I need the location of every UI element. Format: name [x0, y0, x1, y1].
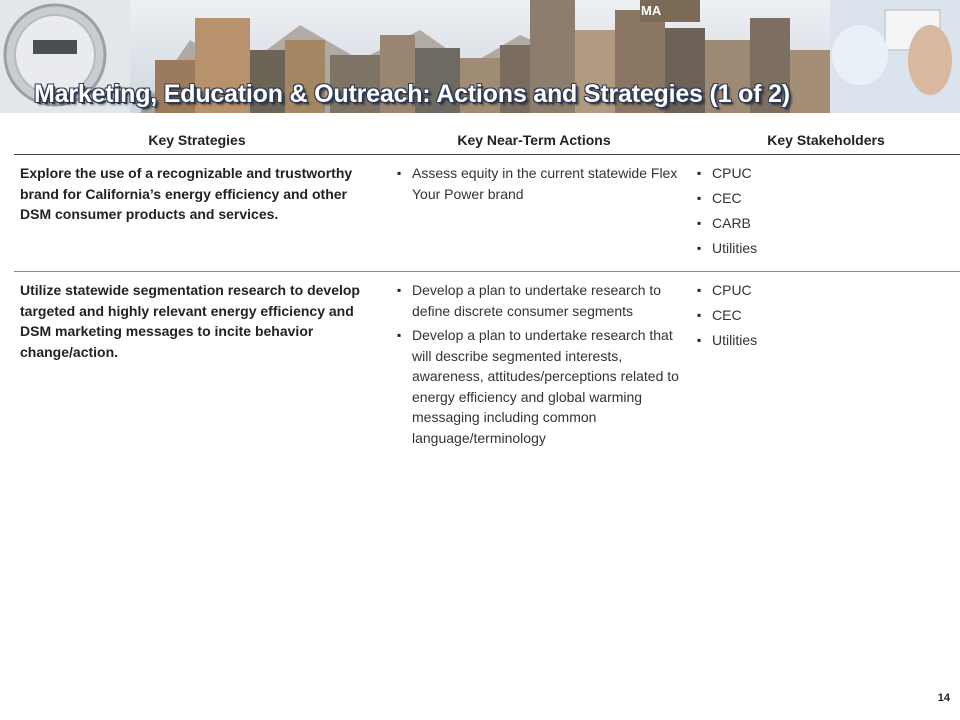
action-item: ▪ Develop a plan to undertake research that will describe segmented interests, awareness, attitudes/perceptions related to energy efficiency and global warming messaging including common language/terminology: [396, 325, 686, 448]
stakeholder-item: ▪ Utilities: [696, 238, 946, 259]
stakeholders-cell: [696, 280, 946, 355]
stakeholder-item: ▪ Utilities: [696, 330, 946, 351]
stakeholder-item: ▪ CEC: [696, 188, 946, 209]
strategy-cell: Utilize statewide segmentation research to develop targeted and highly relevant energy efficiency and DSM marketing messages to incite behavior change/action.: [20, 282, 360, 360]
action-item: ▪ Assess equity in the current statewide Flex Your Power brand: [396, 163, 686, 204]
stakeholder-item: ▪ CPUC: [696, 163, 946, 184]
stakeholders-cell: [696, 163, 946, 263]
header-key-strategies: Key Strategies: [148, 132, 246, 148]
table-header-row: [14, 128, 960, 155]
strategy-cell: Explore the use of a recognizable and trustworthy brand for California’s energy efficiency and other DSM consumer products and services.: [20, 165, 353, 222]
action-item: ▪ Develop a plan to undertake research to define discrete consumer segments: [396, 280, 686, 321]
actions-cell: [396, 163, 686, 208]
banner-tag-text: MA: [641, 3, 662, 18]
stakeholder-item: ▪ CEC: [696, 305, 946, 326]
header-key-stakeholders: Key Stakeholders: [767, 132, 885, 148]
table-row: [14, 155, 960, 272]
table-row: [14, 272, 960, 512]
header-banner: [0, 0, 960, 113]
page-number: 14: [937, 692, 950, 704]
strategies-table: [14, 128, 960, 512]
stakeholder-item: ▪ CARB: [696, 213, 946, 234]
page-title: Marketing, Education & Outreach: Actions and Strategies (1 of 2): [34, 80, 790, 108]
actions-cell: [396, 280, 686, 452]
stakeholder-item: ▪ CPUC: [696, 280, 946, 301]
header-key-near-term-actions: Key Near-Term Actions: [457, 132, 611, 148]
